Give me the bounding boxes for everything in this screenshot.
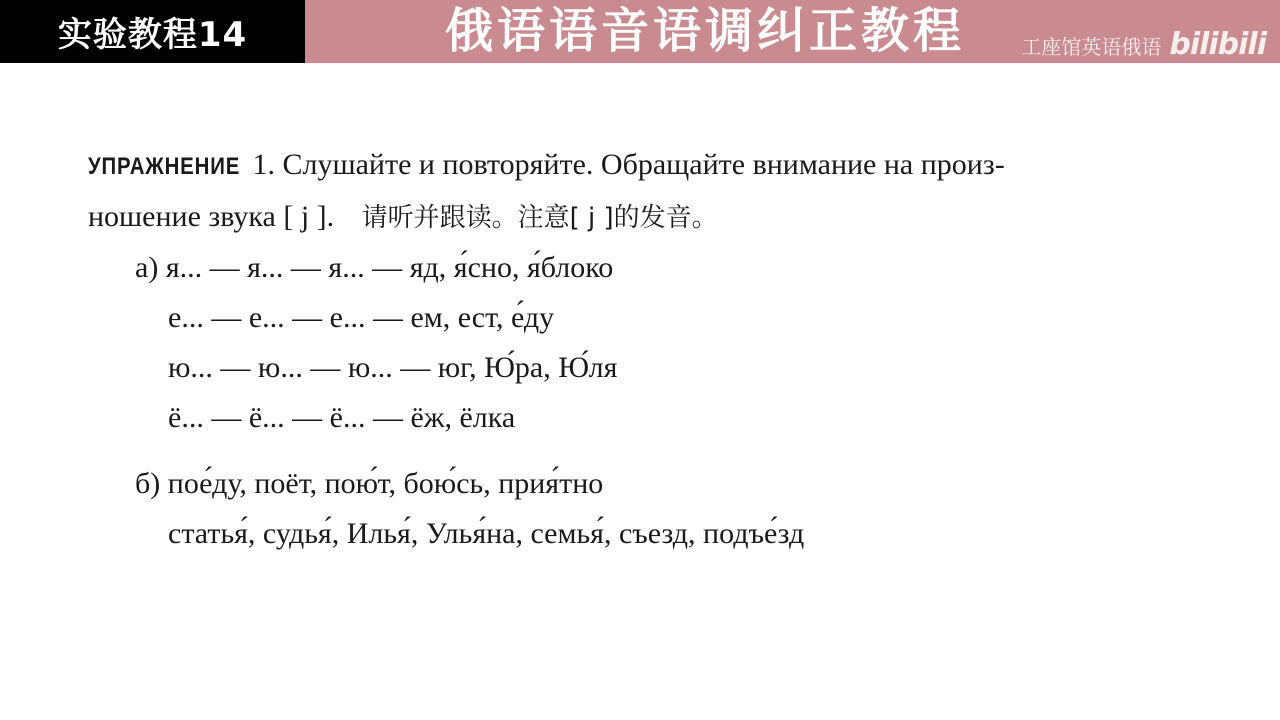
- section-a-line-1: [88, 243, 1208, 293]
- section-a-line-3: ю... — ю... — ю... — юг, Ю́ра, Ю́ля: [168, 351, 618, 384]
- watermark: [1021, 28, 1266, 62]
- exercise-heading: УПРАЖНЕНИЕ: [88, 153, 241, 180]
- section-b-label: б): [135, 467, 161, 500]
- course-banner: [305, 0, 1280, 63]
- section-a-text: я... — я... — я... — яд, я́сно, я́блоко: [165, 251, 614, 284]
- bilibili-logo-icon: bilibili: [1169, 27, 1266, 62]
- exercise-number: 1.: [252, 148, 276, 181]
- exercise-instruction-line-2: [88, 192, 1208, 243]
- section-b-line-1: [88, 459, 1208, 509]
- exercise-page: [88, 140, 1208, 559]
- section-b-text: пое́ду, поёт, пою́т, бою́сь, прия́тно: [167, 467, 604, 500]
- lesson-tag: 实验教程14: [0, 0, 305, 63]
- section-b-line-2: статья́, судья́, Илья́, Улья́на, семья́, съезд, подъе́зд: [168, 517, 805, 550]
- section-a-line-4: ё... — ё... — ё... — ёж, ёлка: [168, 401, 516, 434]
- exercise-instruction-line-1: [88, 140, 1208, 192]
- exercise-instruction: Слушайте и повторяйте. Обращайте внимание на произ-: [282, 148, 1005, 181]
- top-banner: [0, 0, 1280, 63]
- section-a-label: а): [135, 251, 159, 284]
- watermark-text: 工座馆英语俄语: [1021, 34, 1162, 59]
- section-a-line-2: е... — е... — е... — ем, ест, е́ду: [168, 301, 555, 334]
- exercise-instruction-zh: 请听并跟读。注意[ j ]的发音。: [361, 203, 718, 233]
- exercise-instruction-continued: ношение звука [ j ].: [88, 200, 335, 233]
- course-title: 俄语语音语调纠正教程: [445, 3, 966, 59]
